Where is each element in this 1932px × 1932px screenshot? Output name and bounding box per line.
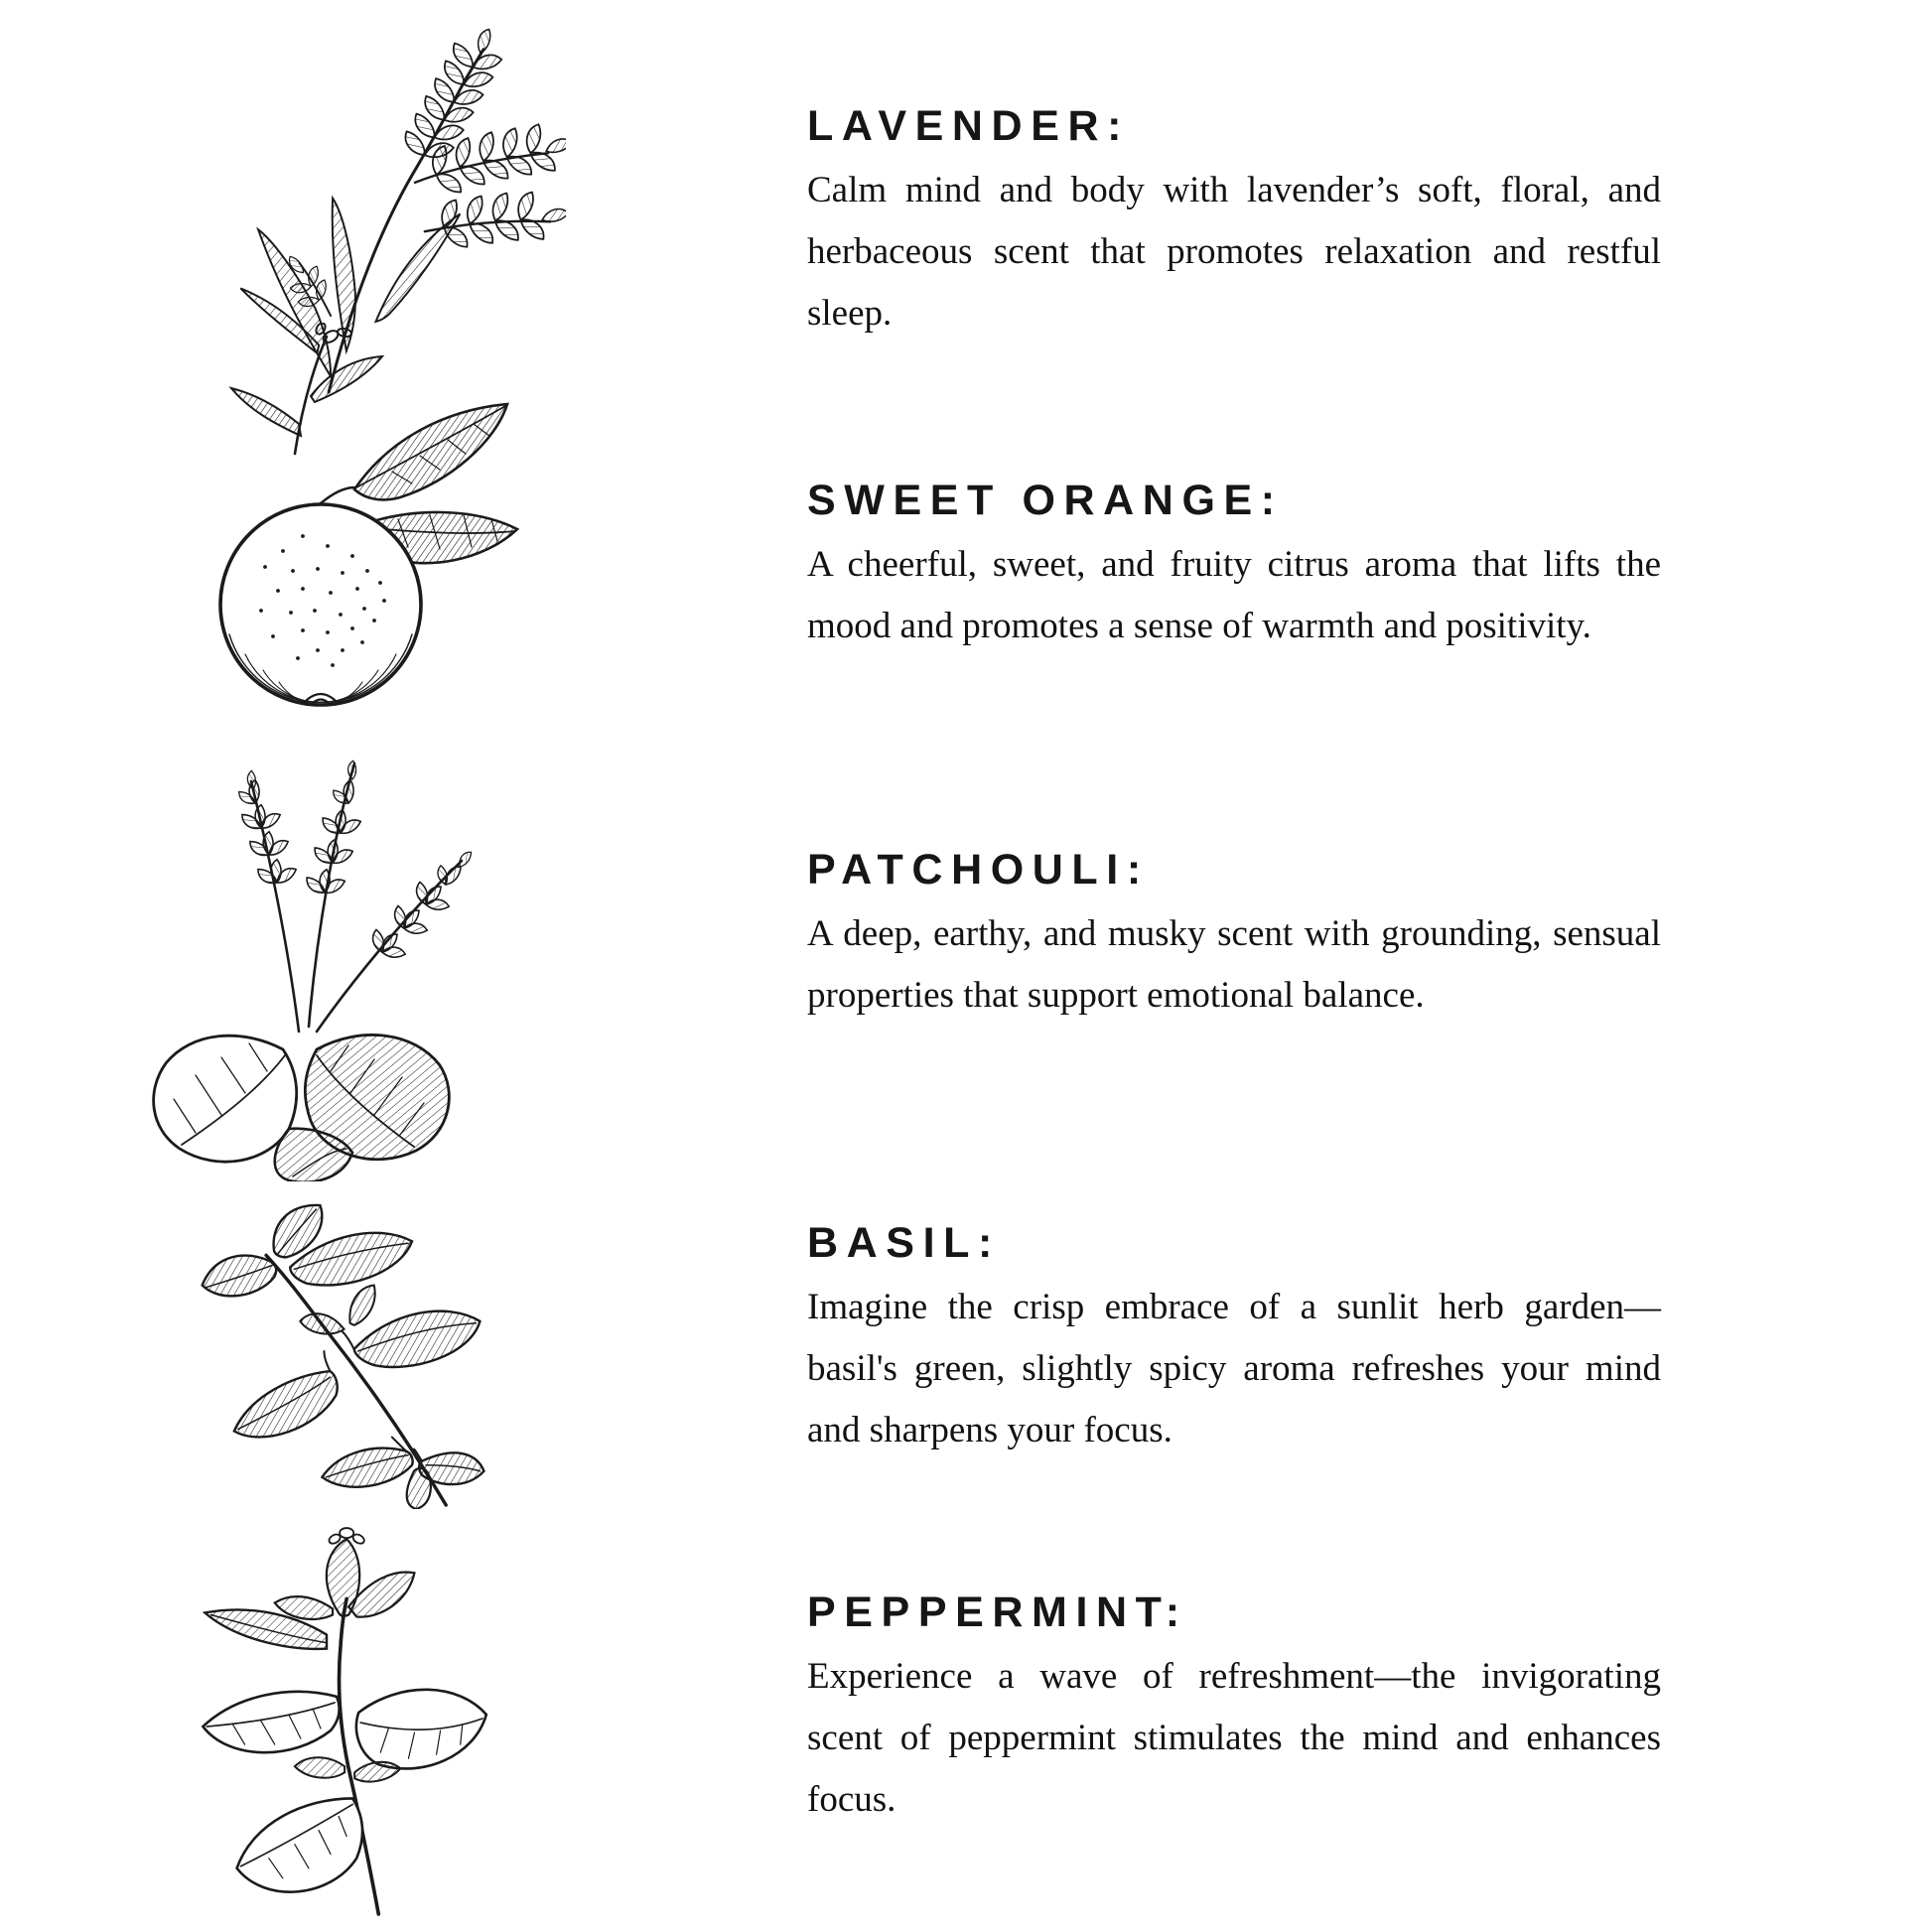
patchouli-plant-icon bbox=[104, 733, 491, 1181]
scent-text-peppermint bbox=[807, 1588, 1661, 1831]
sweet-orange-illustration bbox=[204, 323, 521, 715]
peppermint-heading: PEPPERMINT: bbox=[807, 1588, 1188, 1636]
sweet-orange-description: A cheerful, sweet, and fruity citrus aroma that lifts the mood and promotes a sense of warmth and positivity. bbox=[807, 544, 1661, 646]
peppermint-sprig-illustration bbox=[141, 1517, 500, 1916]
basil-sprig-illustration bbox=[177, 1199, 489, 1509]
patchouli-heading: PATCHOULI: bbox=[807, 846, 1150, 894]
lavender-heading: LAVENDER: bbox=[807, 102, 1131, 150]
peppermint-description: Experience a wave of refreshment—the invigorating scent of peppermint stimulates the mind and enhances focus. bbox=[807, 1656, 1661, 1820]
patchouli-description: A deep, earthy, and musky scent with grounding, sensual properties that support emotional balance. bbox=[807, 913, 1661, 1016]
basil-description: Imagine the crisp embrace of a sunlit herb garden—basil's green, slightly spicy aroma refreshes your mind and sharpens your focus. bbox=[807, 1287, 1661, 1450]
basil-heading: BASIL: bbox=[807, 1219, 1001, 1267]
scent-text-sweet-orange bbox=[807, 477, 1661, 657]
lavender-description: Calm mind and body with lavender’s soft, floral, and herbaceous scent that promotes relaxation and restful sleep. bbox=[807, 170, 1661, 334]
basil-sprig-icon bbox=[177, 1199, 489, 1509]
sweet-orange-heading: SWEET ORANGE: bbox=[807, 477, 1284, 524]
scent-text-patchouli bbox=[807, 846, 1661, 1027]
sweet-orange-icon bbox=[204, 323, 521, 715]
peppermint-sprig-icon bbox=[141, 1517, 500, 1916]
scent-text-basil bbox=[807, 1219, 1661, 1461]
patchouli-plant-illustration bbox=[104, 733, 491, 1181]
scent-text-lavender bbox=[807, 102, 1661, 345]
